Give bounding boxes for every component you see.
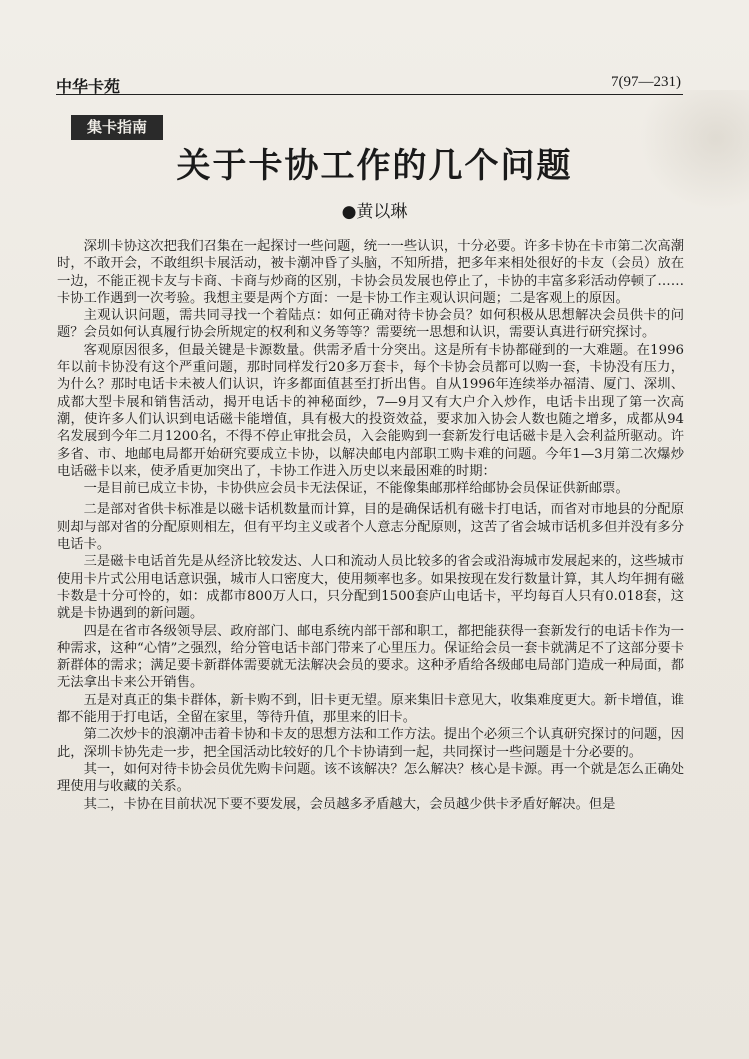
paragraph: 其一，如何对待卡协会员优先购卡问题。该不该解决？怎么解决？核心是卡源。再一个就是怎么正确处理使用与收藏的关系。 — [57, 761, 684, 795]
section-tag: 集卡指南 — [71, 115, 163, 140]
paragraph: 二是部对省供卡标准是以磁卡话机数量而计算，目的是确保话机有磁卡打电话，而省对市地县的分配原则却与部对省的分配原则相左，但有平均主义或者个人意志分配原则，这苦了省会城市话机多但并没有多分电话卡。 — [57, 502, 684, 553]
paragraph: 第二次炒卡的浪潮冲击着卡协和卡友的思想方法和工作方法。提出个必须三个认真研究探讨的问题，因此，深圳卡协先走一步，把全国活动比较好的几个卡协请到一起，共同探讨一些问题是十分必要的。 — [57, 727, 684, 760]
article-author: ●黄以琳 — [341, 202, 408, 222]
paragraph: 其二，卡协在目前状况下要不要发展，会员越多矛盾越大，会员越少供卡矛盾好解决。但是 — [83, 796, 616, 812]
magazine-name: 中华卡苑 — [56, 77, 121, 96]
issue-number: 7(97—231) — [611, 74, 681, 90]
paragraph: 深圳卡协这次把我们召集在一起探讨一些问题，统一一些认识，十分必要。许多卡协在卡市第二次高潮时，不敢开会，不敢组织卡展活动，被卡潮冲昏了头脑，不知所措，把多年来相处很好的卡友（会员）放在一边，不能正视卡友与卡商、卡商与炒商的区别，卡协会员发展也停止了，卡协的丰富多彩活动停顿了……卡协工作遇到一次考验。我想主要是两个方面：一是卡协工作主观认识问题；二是客观上的原因。 — [57, 239, 684, 306]
paragraph: 客观原因很多，但最关键是卡源数量。供需矛盾十分突出。这是所有卡协都碰到的一大难题。在1996年以前卡协没有这个严重问题，那时同样发行20多万套卡，每个卡协会员都可以购一套，卡协没有压力，为什么？那时电话卡未被人们认识，许多都面值甚至打折出售。自从1996年连续举办福清、厦门、深圳、成都大型卡展和销售活动，揭开电话卡的神秘面纱，7—9月又有大户介入炒作，电话卡出现了第一次高潮，使许多人们认识到电话磁卡能增值，具有极大的投资效益，要求加入协会人数也随之增多，成都从94名发展到今年二月1200名，不得不停止审批会员，入会能购到一套新发行电话磁卡是入会利益所驱动。许多省、市、地邮电局都开始研究要成立卡协，以解决邮电内部职工购卡难的问题。今年1—3月第二次爆炒电话磁卡以来，使矛盾更加突出了，卡协工作进入历史以来最困难的时期： — [57, 342, 684, 479]
paragraph: 三是磁卡电话首先是从经济比较发达、人口和流动人员比较多的省会或沿海城市发展起来的，这些城市使用卡片式公用电话意识强，城市人口密度大，使用频率也多。如果按现在发行数量计算，其人均年拥有磁卡数是十分可怜的，如：成都市800万人口，只分配到1500套庐山电话卡，平均每百人只有0.018套，这就是卡协遇到的新问题。 — [57, 554, 684, 622]
paragraph: 四是在省市各级领导层、政府部门、邮电系统内部干部和职工，都把能获得一套新发行的电话卡作为一种需求，这种“心情”之强烈，给分管电话卡部门带来了心里压力。保证给会员一套卡就满足不了这部分要卡新群体的需求；满足要卡新群体需要就无法解决会员的要求。这种矛盾给各级邮电局部门造成一种局面，都无法拿出卡来公开销售。 — [57, 623, 684, 691]
article-title: 关于卡协工作的几个问题 — [176, 146, 573, 186]
paper-stain — [639, 90, 749, 210]
paragraph: 主观认识问题，需共同寻找一个着陆点：如何正确对待卡协会员？如何积极从思想解决会员供卡的问题？会员如何认真履行协会所规定的权利和义务等等？需要统一思想和认识，需要认真进行研究探讨。 — [57, 308, 684, 341]
paragraph: 五是对真正的集卡群体，新卡购不到，旧卡更无望。原来集旧卡意见大，收集难度更大。新卡增值，谁都不能用于打电话，全留在家里，等待升值，那里来的旧卡。 — [57, 692, 684, 726]
page-header — [56, 72, 683, 95]
article-body — [57, 238, 684, 813]
paragraph: 一是目前已成立卡协，卡协供应会员卡无法保证，不能像集邮那样给邮协会员保证供新邮票。 — [83, 481, 629, 497]
